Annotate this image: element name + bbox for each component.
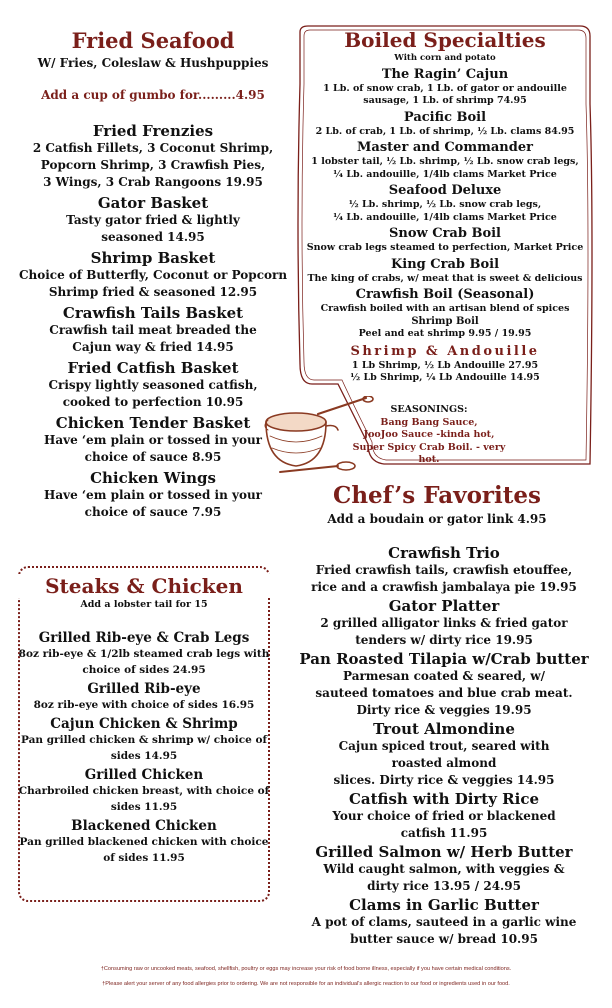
item-desc: 1 lobster tail, ½ Lb. shrimp, ½ Lb. snow crab legs,	[311, 156, 579, 167]
item-name: Fried Frenzies	[92, 122, 214, 140]
item-desc: Have ‘em plain or tossed in your	[43, 433, 263, 447]
item-name: Shrimp Basket	[90, 249, 216, 267]
item-desc: sausage, 1 Lb. of shrimp 74.95	[363, 95, 527, 106]
item-desc: Choice of Butterfly, Coconut or Popcorn	[18, 268, 288, 282]
item-name: Grilled Salmon w/ Herb Butter	[315, 843, 573, 861]
item-name: Blackened Chicken	[71, 817, 217, 834]
item-desc: rice and a crawfish jambalaya pie 19.95	[311, 580, 577, 594]
fried-seafood-section	[20, 28, 286, 104]
item-name: Grilled Chicken	[84, 766, 204, 783]
item-desc: ¼ Lb. andouille, 1/4lb clams Market Price	[333, 211, 557, 223]
shrimp-boil-name: Shrimp Boil	[411, 315, 479, 327]
item-name: Seafood Deluxe	[388, 183, 502, 198]
item-desc: 2 Lb. of crab, 1 Lb. of shrimp, ½ Lb. clams 84.95	[315, 125, 575, 137]
item-desc: 2 grilled alligator links & fried gator	[320, 616, 568, 630]
item-desc: Tasty gator fried & lightly	[66, 213, 240, 227]
item-desc: slices. Dirty rice & veggies 14.95	[333, 773, 555, 787]
item-name: Grilled Rib-eye & Crab Legs	[38, 629, 250, 646]
item-desc: 8oz rib-eye with choice of sides 16.95	[33, 698, 255, 711]
item-desc: choice of sauce 7.95	[84, 505, 222, 519]
fried-seafood-title: Fried Seafood	[71, 28, 235, 53]
item-desc: Snow crab legs steamed to perfection, Market Price	[306, 242, 584, 253]
gumbo-addon: Add a cup of gumbo for.........4.95	[41, 88, 265, 102]
item-desc: sauteed tomatoes and blue crab meat.	[315, 686, 573, 700]
item-desc: 2 Catfish Fillets, 3 Coconut Shrimp,	[32, 141, 274, 155]
item-desc: tenders w/ dirty rice 19.95	[355, 633, 533, 647]
item-name: Crawfish Trio	[388, 544, 500, 562]
item-desc: Shrimp fried & seasoned 12.95	[48, 285, 258, 299]
item-desc: Crawfish boiled with an artisan blend of spices	[320, 303, 570, 314]
boiled-section	[296, 28, 594, 385]
steaks-title: Steaks & Chicken	[18, 574, 270, 598]
menu-item	[276, 896, 612, 948]
item-desc: Your choice of fried or blackened	[332, 809, 556, 823]
chefs-header	[300, 482, 574, 528]
seasoning-item: Super Spicy Crab Boil. - very hot.	[352, 441, 506, 465]
seasoning-item: JooJoo Sauce -kinda hot,	[363, 429, 495, 440]
item-desc: Cajun spiced trout, seared with	[338, 739, 550, 753]
menu-item	[276, 790, 612, 842]
item-name: Crawfish Tails Basket	[62, 304, 244, 322]
item-desc: Have ‘em plain or tossed in your	[43, 488, 263, 502]
item-desc: sides 14.95	[110, 749, 178, 762]
item-desc: sides 11.95	[110, 800, 178, 813]
boiled-subtitle: With corn and potato	[394, 53, 496, 63]
item-desc: ½ Lb Shrimp, ¼ Lb Andouille 14.95	[350, 372, 540, 383]
menu-item	[10, 469, 296, 521]
item-desc: Crispy lightly seasoned catfish,	[48, 378, 258, 392]
seasonings-title: SEASONINGS:	[390, 404, 468, 415]
item-desc: Parmesan coated & seared, w/	[343, 669, 545, 683]
item-desc: A pot of clams, sauteed in a garlic wine	[311, 915, 577, 929]
menu-item	[18, 681, 270, 713]
menu-item	[296, 67, 594, 108]
chefs-title: Chef’s Favorites	[333, 482, 541, 509]
item-desc: choice of sides 24.95	[82, 663, 206, 676]
menu-item	[276, 650, 612, 719]
menu-item	[10, 122, 296, 191]
item-desc: Wild caught salmon, with veggies &	[323, 862, 565, 876]
item-name: Cajun Chicken & Shrimp	[50, 715, 238, 732]
menu-item	[296, 287, 594, 341]
steaks-section	[18, 574, 270, 866]
menu-item	[10, 304, 296, 356]
item-desc: 3 Wings, 3 Crab Rangoons 19.95	[43, 175, 263, 189]
menu-item	[276, 597, 612, 649]
fried-seafood-subtitle: W/ Fries, Coleslaw & Hushpuppies	[37, 56, 269, 70]
item-desc: cooked to perfection 10.95	[62, 395, 244, 409]
boiled-title: Boiled Specialties	[344, 28, 546, 52]
item-desc: Pan grilled blackened chicken with choice	[19, 835, 269, 848]
item-name: Master and Commander	[357, 140, 533, 155]
item-desc: 8oz rib-eye & 1/2lb steamed crab legs with	[18, 647, 270, 660]
item-name: Chicken Tender Basket	[55, 414, 251, 432]
menu-item	[276, 843, 612, 895]
seasoning-item: Bang Bang Sauce,	[380, 416, 478, 428]
item-name: Gator Platter	[388, 597, 500, 615]
item-name: Crawfish Boil (Seasonal)	[355, 287, 535, 302]
item-name: Snow Crab Boil	[389, 226, 501, 241]
footer-disclaimer	[4, 966, 608, 987]
chefs-subtitle: Add a boudain or gator link 4.95	[327, 512, 547, 526]
item-name: Pacific Boil	[403, 109, 487, 125]
menu-item	[296, 257, 594, 286]
menu-item	[10, 194, 296, 246]
item-desc: Cajun way & fried 14.95	[72, 340, 234, 354]
item-name: Chicken Wings	[90, 469, 216, 487]
item-desc: The king of crabs, w/ meat that is sweet & delicious	[307, 272, 583, 284]
menu-item	[18, 716, 270, 764]
item-desc: 1 Lb Shrimp, ½ Lb Andouille 27.95	[351, 359, 539, 371]
item-name: Gator Basket	[97, 194, 209, 212]
shrimp-boil-desc: Peel and eat shrimp 9.95 / 19.95	[358, 328, 532, 339]
item-desc: dirty rice 13.95 / 24.95	[367, 879, 521, 893]
fried-seafood-items	[10, 122, 296, 521]
disclaimer-line: †Please alert your server of any food allergies prior to ordering. We are not responsible for an individual's allergic reaction to our food or ingredients used in our food.	[102, 981, 510, 987]
steaks-subtitle: Add a lobster tail for 15	[80, 599, 208, 610]
item-desc: choice of sauce 8.95	[84, 450, 222, 464]
menu-item	[296, 110, 594, 139]
item-name: Pan Roasted Tilapia w/Crab butter	[299, 650, 589, 668]
menu-item	[276, 544, 612, 596]
menu-item	[18, 767, 270, 815]
item-desc: ½ Lb. shrimp, ½ Lb. snow crab legs,	[348, 199, 542, 210]
item-desc: butter sauce w/ bread 10.95	[350, 932, 538, 946]
item-desc: of sides 11.95	[103, 851, 185, 864]
menu-item	[10, 249, 296, 301]
menu-item	[296, 226, 594, 255]
item-name: Catfish with Dirty Rice	[348, 790, 540, 808]
item-desc: roasted almond	[391, 756, 497, 770]
chefs-items	[276, 544, 612, 948]
disclaimer-line: †Consuming raw or uncooked meats, seafood, shellfish, poultry or eggs may increase your risk of food borne illness, especially if you have certain medical conditions.	[100, 966, 512, 972]
seasonings-box	[344, 404, 514, 467]
item-desc: Charbroiled chicken breast, with choice of	[18, 784, 270, 797]
item-desc: Dirty rice & veggies 19.95	[356, 703, 532, 717]
item-name: Grilled Rib-eye	[87, 680, 201, 697]
item-desc: catfish 11.95	[400, 826, 488, 840]
item-name: The Ragin’ Cajun	[381, 66, 509, 82]
item-name: King Crab Boil	[390, 256, 500, 272]
menu-item	[296, 344, 594, 385]
item-name: Fried Catfish Basket	[67, 359, 239, 377]
menu-item	[18, 818, 270, 866]
item-desc: Popcorn Shrimp, 3 Crawfish Pies,	[40, 158, 266, 172]
menu-item	[18, 630, 270, 678]
menu-item	[296, 140, 594, 181]
item-desc: ¼ Lb. andouille, 1/4lb clams Market Price	[333, 168, 557, 180]
menu-item	[276, 720, 612, 789]
item-desc: seasoned 14.95	[101, 230, 205, 244]
menu-item	[10, 414, 296, 466]
item-name: Trout Almondine	[373, 720, 515, 738]
item-desc: Crawfish tail meat breaded the	[49, 323, 257, 337]
menu-item	[296, 183, 594, 224]
item-name: Shrimp & Andouille	[350, 343, 540, 359]
item-name: Clams in Garlic Butter	[349, 896, 539, 914]
item-desc: Fried crawfish tails, crawfish etouffee,	[315, 563, 573, 577]
item-desc: Pan grilled chicken & shrimp w/ choice of	[21, 733, 267, 746]
item-desc: 1 Lb. of snow crab, 1 Lb. of gator or andouille	[323, 82, 567, 94]
menu-item	[10, 359, 296, 411]
